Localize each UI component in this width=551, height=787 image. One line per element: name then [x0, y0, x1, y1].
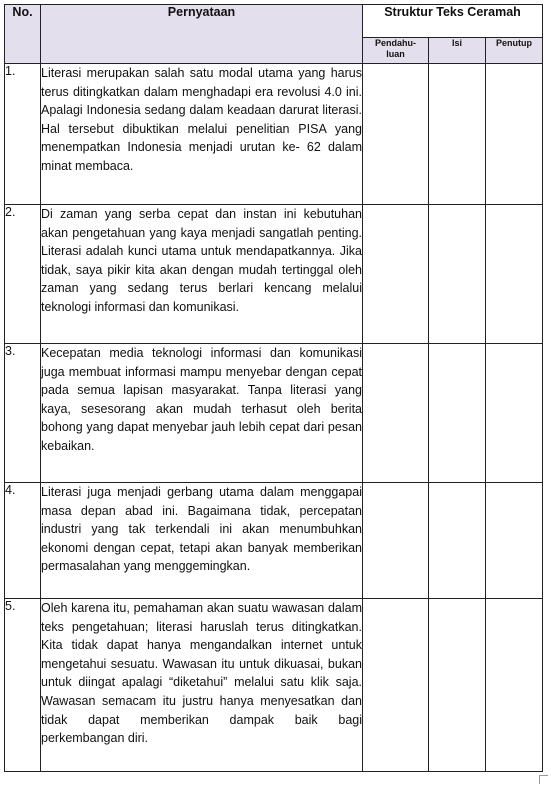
row-number: 4.	[5, 483, 41, 599]
table-row	[5, 344, 543, 483]
row-statement: Literasi merupakan salah satu modal utama yang harus terus ditingkatkan dalam menghadapi era revolusi 4.0 ini. Apalagi Indonesia sedang dalam keadaan darurat literasi. Hal tersebut dibuktikan melalui penelitian PISA yang menempatkan Indonesia menjadi urutan ke- 62 dalam minat membaca.	[41, 64, 363, 205]
header-structure: Struktur Teks Ceramah	[363, 5, 543, 38]
cell-isi[interactable]	[429, 205, 486, 344]
table-row	[5, 64, 543, 205]
row-statement: Oleh karena itu, pemahaman akan suatu wawasan dalam teks pengetahuan; literasi haruslah terus ditingkatkan. Kita tidak dapat hanya mengandalkan internet untuk mengetahui sesuatu. Wawasan itu untuk dikuasai, bukan untuk diingat apalagi “diketahui” melalui satu klik saja. Wawasan semacam itu justru hanya menyesatkan dan tidak dapat memberikan dampak baik bagi perkembangan diri.	[41, 599, 363, 772]
header-pendahuluan-label: Pendahu- luan	[374, 37, 416, 59]
header-isi-label: Isi	[451, 37, 462, 48]
row-statement: Literasi juga menjadi gerbang utama dalam menggapai masa depan abad ini. Bagaimana tidak, percepatan industri yang tak terkendali ini akan menumbuhkan ekonomi dengan cepat, tetapi akan banyak memberikan permasalahan yang menggemingkan.	[41, 483, 363, 599]
row-number: 3.	[5, 344, 41, 483]
cell-pendahuluan[interactable]	[363, 483, 429, 599]
cell-pendahuluan[interactable]	[363, 344, 429, 483]
cell-penutup[interactable]	[486, 344, 543, 483]
cell-isi[interactable]	[429, 344, 486, 483]
row-number: 5.	[5, 599, 41, 772]
cell-penutup[interactable]	[486, 205, 543, 344]
row-number: 2.	[5, 205, 41, 344]
cell-pendahuluan[interactable]	[363, 205, 429, 344]
cell-penutup[interactable]	[486, 483, 543, 599]
statement-table	[4, 4, 543, 772]
page-corner-mark	[539, 775, 548, 784]
table-row	[5, 599, 543, 772]
cell-pendahuluan[interactable]	[363, 64, 429, 205]
header-statement: Pernyataan	[41, 5, 363, 64]
cell-isi[interactable]	[429, 599, 486, 772]
cell-penutup[interactable]	[486, 599, 543, 772]
row-statement: Kecepatan media teknologi informasi dan komunikasi juga membuat informasi mampu menyebar dengan cepat pada semua lapisan masyarakat. Tanpa literasi yang kaya, sesesorang akan mudah terhasut oleh berita bohong yang dapat menyebar jauh lebih cepat dari pesan kebaikan.	[41, 344, 363, 483]
cell-pendahuluan[interactable]	[363, 599, 429, 772]
header-penutup-label: Penutup	[496, 37, 532, 48]
row-number: 1.	[5, 64, 41, 205]
cell-isi[interactable]	[429, 64, 486, 205]
cell-isi[interactable]	[429, 483, 486, 599]
header-number: No.	[5, 5, 41, 64]
header-pendahuluan	[363, 37, 429, 63]
header-penutup	[486, 37, 543, 63]
table-row	[5, 205, 543, 344]
table-row	[5, 483, 543, 599]
cell-penutup[interactable]	[486, 64, 543, 205]
header-isi	[429, 37, 486, 63]
row-statement: Di zaman yang serba cepat dan instan ini kebutuhan akan pengetahuan yang kaya menjadi sangatlah penting. Literasi adalah kunci utama untuk mendapatkannya. Jika tidak, saya pikir kita akan dengan mudah tertinggal oleh zaman yang sedang terus berlari kencang melalui teknologi informasi dan komunikasi.	[41, 205, 363, 344]
